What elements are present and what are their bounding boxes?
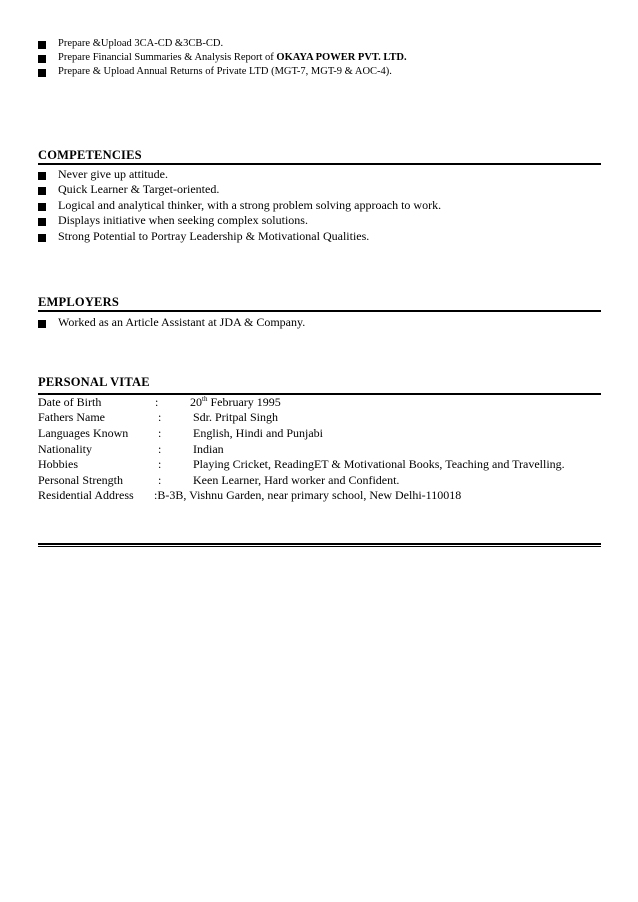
vitae-value-personal-strength: Keen Learner, Hard worker and Confident. xyxy=(193,473,400,487)
vitae-value-dob xyxy=(190,395,281,410)
vitae-value-hobbies: Playing Cricket, ReadingET & Motivational Books, Teaching and Travelling. xyxy=(193,457,565,471)
dob-month-year: February 1995 xyxy=(207,395,281,409)
bullet-square-icon xyxy=(38,320,46,328)
competency-item: Displays initiative when seeking complex solutions. xyxy=(58,213,308,227)
bullet-square-icon xyxy=(38,41,46,49)
top-bullet-2-text: Prepare Financial Summaries & Analysis Report of xyxy=(58,52,277,63)
vitae-label-personal-strength: Personal Strength xyxy=(38,473,123,487)
bullet-square-icon xyxy=(38,234,46,242)
vitae-colon: : xyxy=(158,442,162,456)
bullet-square-icon xyxy=(38,172,46,180)
competency-item: Never give up attitude. xyxy=(58,167,168,181)
competency-item: Logical and analytical thinker, with a strong problem solving approach to work. xyxy=(58,198,442,212)
top-bullet-3: Prepare & Upload Annual Returns of Private LTD (MGT-7, MGT-9 & AOC-4). xyxy=(58,66,392,77)
vitae-colon: : xyxy=(155,395,159,409)
bullet-square-icon xyxy=(38,218,46,226)
bullet-square-icon xyxy=(38,55,46,63)
vitae-label-hobbies: Hobbies xyxy=(38,457,78,471)
vitae-value-address: :B-3B, Vishnu Garden, near primary school, New Delhi-110018 xyxy=(154,488,462,502)
vitae-colon: : xyxy=(158,473,162,487)
top-bullet-2-company: OKAYA POWER PVT. LTD. xyxy=(276,52,407,63)
dob-suffix: th xyxy=(202,395,208,403)
competencies-rule xyxy=(38,163,601,165)
vitae-value-fathers-name: Sdr. Pritpal Singh xyxy=(193,410,279,424)
vitae-colon: : xyxy=(158,426,162,440)
employers-rule xyxy=(38,310,601,312)
bullet-square-icon xyxy=(38,187,46,195)
employers-heading: EMPLOYERS xyxy=(38,295,119,309)
personal-vitae-rule xyxy=(38,393,601,395)
competency-item: Quick Learner & Target-oriented. xyxy=(58,182,220,196)
competency-item: Strong Potential to Portray Leadership & Motivational Qualities. xyxy=(58,229,370,243)
dob-day: 20 xyxy=(190,395,202,409)
bullet-square-icon xyxy=(38,69,46,77)
vitae-label-languages: Languages Known xyxy=(38,426,129,440)
top-bullet-2 xyxy=(58,52,407,63)
bottom-rule-thick xyxy=(38,543,601,545)
vitae-label-dob: Date of Birth xyxy=(38,395,102,409)
vitae-colon: : xyxy=(158,457,162,471)
vitae-label-nationality: Nationality xyxy=(38,442,92,456)
vitae-label-address: Residential Address xyxy=(38,488,134,502)
top-bullet-1: Prepare &Upload 3CA-CD &3CB-CD. xyxy=(58,38,224,49)
vitae-value-languages: English, Hindi and Punjabi xyxy=(193,426,323,440)
bottom-rule-thin xyxy=(38,546,601,547)
vitae-value-nationality: Indian xyxy=(193,442,224,456)
personal-vitae-heading: PERSONAL VITAE xyxy=(38,375,150,389)
vitae-label-fathers-name: Fathers Name xyxy=(38,410,105,424)
vitae-colon: : xyxy=(158,410,162,424)
competencies-heading: COMPETENCIES xyxy=(38,148,142,162)
bullet-square-icon xyxy=(38,203,46,211)
employer-item: Worked as an Article Assistant at JDA & Company. xyxy=(58,315,306,329)
